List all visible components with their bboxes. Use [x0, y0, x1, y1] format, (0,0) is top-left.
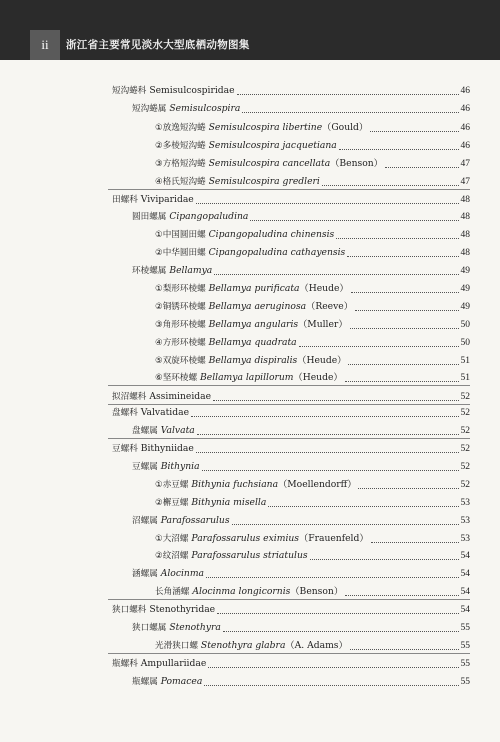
- toc-entry-name: [155, 140, 337, 152]
- dot-leader: [355, 310, 459, 311]
- page-number: ii: [41, 37, 49, 52]
- dot-leader: [339, 149, 459, 150]
- entry-latin-name: Bithynia fuchsiana: [191, 479, 279, 490]
- toc-entry[interactable]: [112, 191, 470, 206]
- entry-page-number: 46: [460, 141, 470, 151]
- section-divider: [108, 438, 470, 439]
- entry-page-number: 53: [460, 516, 470, 526]
- entry-chinese-name: 短沟蜷属: [132, 104, 167, 114]
- dot-leader: [213, 400, 458, 401]
- entry-authority: （Benson）: [330, 158, 383, 169]
- dot-leader: [299, 346, 459, 347]
- entry-page-number: 54: [460, 605, 470, 615]
- entry-chinese-name: ④格氏短沟蜷: [155, 177, 206, 187]
- toc-entry-name: [112, 85, 235, 97]
- toc-entry[interactable]: [132, 673, 470, 688]
- entry-latin-name: Cipangopaludina: [169, 211, 249, 222]
- entry-latin-name: Semisulcospira gredleri: [208, 176, 320, 187]
- entry-page-number: 52: [460, 462, 470, 472]
- dot-leader: [385, 167, 459, 168]
- toc-entry[interactable]: [112, 82, 470, 97]
- dot-leader: [237, 94, 459, 95]
- toc-entry-name: [132, 622, 221, 634]
- toc-entry[interactable]: [132, 512, 470, 527]
- entry-chinese-name: ⑥坚环棱螺: [155, 373, 198, 383]
- toc-entry[interactable]: [155, 173, 470, 188]
- dot-leader: [217, 613, 458, 614]
- entry-page-number: 54: [460, 587, 470, 597]
- entry-authority: （Reeve）: [306, 301, 353, 312]
- entry-latin-name: Bellamya purificata: [208, 283, 300, 294]
- toc-entry[interactable]: [155, 369, 470, 384]
- section-divider: [108, 653, 470, 654]
- toc-entry-name: [155, 319, 348, 331]
- dot-leader: [214, 274, 458, 275]
- entry-chinese-name: 沼螺属: [132, 516, 158, 526]
- entry-latin-name: Parafossarulus eximius: [191, 533, 300, 544]
- toc-entry[interactable]: [132, 619, 470, 634]
- entry-page-number: 48: [460, 230, 470, 240]
- entry-latin-name: Semisulcospira: [169, 103, 241, 114]
- entry-chinese-name: 拟沼螺科: [112, 392, 147, 402]
- toc-entry-name: [155, 283, 349, 295]
- toc-entry[interactable]: [132, 458, 470, 473]
- toc-entry[interactable]: [112, 440, 470, 455]
- dot-leader: [310, 559, 459, 560]
- toc-entry-name: [112, 407, 189, 419]
- entry-latin-name: Bellamya angularis: [208, 319, 299, 330]
- toc-entry-name: [155, 301, 353, 313]
- entry-latin-name: Valvata: [160, 425, 195, 436]
- entry-latin-name: Parafossarulus striatulus: [191, 550, 308, 561]
- entry-page-number: 54: [460, 551, 470, 561]
- section-divider: [108, 189, 470, 190]
- toc-entry-name: [112, 391, 211, 403]
- section-divider: [108, 599, 470, 600]
- entry-page-number: 55: [460, 623, 470, 633]
- dot-leader: [371, 542, 459, 543]
- entry-page-number: 53: [460, 498, 470, 508]
- toc-entry[interactable]: [155, 547, 470, 562]
- toc-entry[interactable]: [155, 244, 470, 259]
- toc-entry-name: [132, 265, 212, 277]
- entry-family-latin: Semisulcospiridae: [149, 85, 235, 96]
- entry-chinese-name: ①放逸短沟蜷: [155, 123, 206, 133]
- toc-entry[interactable]: [155, 637, 470, 652]
- entry-chinese-name: ①大沼螺: [155, 534, 189, 544]
- entry-chinese-name: 瓶螺属: [132, 677, 158, 687]
- toc-entry-name: [155, 158, 383, 170]
- entry-chinese-name: 田螺科: [112, 195, 138, 205]
- entry-authority: （Muller）: [298, 319, 348, 330]
- entry-latin-name: Semisulcospira cancellata: [208, 158, 331, 169]
- entry-page-number: 55: [460, 659, 470, 669]
- dot-leader: [202, 470, 459, 471]
- toc-entry-name: [155, 355, 346, 367]
- entry-family-latin: Bithyniidae: [140, 443, 194, 454]
- toc-entry-name: [155, 497, 266, 509]
- dot-leader: [358, 488, 458, 489]
- toc-entry[interactable]: [155, 298, 470, 313]
- entry-chinese-name: ①梨形环棱螺: [155, 284, 206, 294]
- toc-entry[interactable]: [155, 316, 470, 331]
- entry-chinese-name: ③方格短沟蜷: [155, 159, 206, 169]
- entry-family-latin: Viviparidae: [140, 194, 194, 205]
- toc-entry[interactable]: [155, 583, 470, 598]
- toc-entry-name: [155, 122, 368, 134]
- page-number-tab: [30, 30, 60, 60]
- dot-leader: [208, 667, 458, 668]
- entry-latin-name: Alocinma: [160, 568, 205, 579]
- entry-latin-name: Bellamya lapillorum: [200, 372, 294, 383]
- toc-entry-name: [112, 443, 194, 455]
- entry-latin-name: Cipangopaludina cathayensis: [208, 247, 346, 258]
- entry-latin-name: Semisulcospira libertine: [208, 122, 323, 133]
- entry-page-number: 54: [460, 569, 470, 579]
- entry-page-number: 52: [460, 392, 470, 402]
- toc-entry[interactable]: [155, 280, 470, 295]
- toc-entry-name: [132, 515, 230, 527]
- toc-entry-name: [132, 425, 195, 437]
- entry-chinese-name: ②铜锈环棱螺: [155, 302, 206, 312]
- toc-entry[interactable]: [155, 137, 470, 152]
- entry-chinese-name: ②纹沼螺: [155, 551, 189, 561]
- toc-entry[interactable]: [155, 476, 470, 491]
- entry-authority: （Heude）: [293, 372, 343, 383]
- toc-entry-name: [155, 176, 320, 188]
- entry-page-number: 49: [460, 284, 470, 294]
- entry-authority: （Frauenfeld）: [299, 533, 369, 544]
- entry-latin-name: Parafossarulus: [160, 515, 230, 526]
- entry-chinese-name: ⑤双旋环棱螺: [155, 356, 206, 366]
- toc-entry[interactable]: [155, 530, 470, 545]
- entry-page-number: 48: [460, 212, 470, 222]
- entry-latin-name: Bellamya: [169, 265, 213, 276]
- entry-page-number: 49: [460, 266, 470, 276]
- toc-entry[interactable]: [112, 404, 470, 419]
- entry-page-number: 55: [460, 677, 470, 687]
- dot-leader: [242, 112, 458, 113]
- toc-entry[interactable]: [132, 565, 470, 580]
- toc-entry-name: [155, 586, 343, 598]
- dot-leader: [223, 631, 459, 632]
- entry-page-number: 46: [460, 104, 470, 114]
- toc-entry-name: [132, 676, 202, 688]
- entry-chinese-name: 瓶螺科: [112, 659, 138, 669]
- entry-latin-name: Cipangopaludina chinensis: [208, 229, 335, 240]
- toc-entry-name: [155, 247, 345, 259]
- toc-entry-name: [132, 568, 204, 580]
- toc-entry-name: [155, 479, 356, 491]
- toc-entry[interactable]: [132, 100, 470, 115]
- toc-entry-name: [132, 103, 240, 115]
- entry-page-number: 52: [460, 408, 470, 418]
- entry-latin-name: Bellamya dispiralis: [208, 355, 298, 366]
- entry-chinese-name: 盘螺属: [132, 426, 158, 436]
- entry-page-number: 50: [460, 338, 470, 348]
- entry-chinese-name: ②多棱短沟蜷: [155, 141, 206, 151]
- toc-entry[interactable]: [155, 119, 470, 134]
- toc-entry[interactable]: [112, 655, 470, 670]
- dot-leader: [232, 524, 459, 525]
- entry-page-number: 55: [460, 641, 470, 651]
- section-divider: [108, 385, 470, 386]
- toc-entry[interactable]: [112, 601, 470, 616]
- toc-entry-name: [155, 533, 369, 545]
- dot-leader: [206, 577, 458, 578]
- dot-leader: [322, 185, 459, 186]
- entry-page-number: 48: [460, 195, 470, 205]
- toc-entry[interactable]: [155, 494, 470, 509]
- dot-leader: [350, 649, 459, 650]
- entry-authority: （Benson）: [290, 586, 344, 597]
- toc-entry-name: [112, 658, 206, 670]
- entry-page-number: 53: [460, 534, 470, 544]
- entry-chinese-name: 长角涵螺: [155, 587, 190, 597]
- entry-page-number: 47: [460, 159, 470, 169]
- book-title: 浙江省主要常见淡水大型底栖动物图集: [66, 39, 250, 51]
- toc-entry[interactable]: [155, 226, 470, 241]
- entry-page-number: 51: [460, 356, 470, 366]
- toc-entry-name: [155, 550, 308, 562]
- toc-entry-name: [132, 211, 248, 223]
- entry-chinese-name: 豆螺科: [112, 444, 138, 454]
- dot-leader: [196, 452, 459, 453]
- entry-latin-name: Stenothyra glabra: [200, 640, 286, 651]
- entry-chinese-name: ④方形环棱螺: [155, 338, 206, 348]
- entry-chinese-name: 圆田螺属: [132, 212, 167, 222]
- entry-latin-name: Alocinma longicornis: [192, 586, 291, 597]
- entry-family-latin: Ampullariidae: [140, 658, 207, 669]
- entry-latin-name: Bellamya quadrata: [208, 337, 297, 348]
- entry-page-number: 47: [460, 177, 470, 187]
- entry-page-number: 52: [460, 480, 470, 490]
- dot-leader: [191, 416, 458, 417]
- dot-leader: [250, 220, 458, 221]
- dot-leader: [268, 506, 458, 507]
- dot-leader: [345, 595, 458, 596]
- entry-family-latin: Assimineidae: [149, 391, 212, 402]
- toc-entry-name: [155, 372, 343, 384]
- entry-latin-name: Semisulcospira jacquetiana: [208, 140, 337, 151]
- dot-leader: [345, 381, 459, 382]
- entry-latin-name: Bithynia misella: [191, 497, 267, 508]
- entry-chinese-name: 盘螺科: [112, 408, 138, 418]
- toc-entry[interactable]: [132, 422, 470, 437]
- toc-entry-name: [112, 604, 215, 616]
- entry-family-latin: Stenothyridae: [149, 604, 216, 615]
- entry-family-latin: Valvatidae: [140, 407, 190, 418]
- entry-chinese-name: ②中华圆田螺: [155, 248, 206, 258]
- dot-leader: [197, 434, 459, 435]
- dot-leader: [351, 292, 459, 293]
- entry-chinese-name: ①中国圆田螺: [155, 230, 206, 240]
- entry-latin-name: Bithynia: [160, 461, 200, 472]
- toc-entry[interactable]: [132, 262, 470, 277]
- dot-leader: [350, 328, 459, 329]
- toc-entry-name: [132, 461, 200, 473]
- entry-authority: （Moellendorff）: [278, 479, 357, 490]
- toc-entry-name: [155, 640, 348, 652]
- entry-page-number: 49: [460, 302, 470, 312]
- entry-chinese-name: 涵螺属: [132, 569, 158, 579]
- entry-latin-name: Bellamya aeruginosa: [208, 301, 307, 312]
- entry-latin-name: Pomacea: [160, 676, 203, 687]
- entry-authority: （Heude）: [299, 283, 349, 294]
- entry-chinese-name: ②檞豆螺: [155, 498, 189, 508]
- entry-page-number: 48: [460, 248, 470, 258]
- dot-leader: [204, 685, 458, 686]
- entry-chinese-name: 狭口螺科: [112, 605, 147, 615]
- toc-entry-name: [155, 337, 297, 349]
- toc-entry[interactable]: [155, 334, 470, 349]
- entry-page-number: 52: [460, 426, 470, 436]
- toc-entry[interactable]: [155, 155, 470, 170]
- toc-entry[interactable]: [132, 208, 470, 223]
- dot-leader: [348, 364, 458, 365]
- toc-entry[interactable]: [112, 388, 470, 403]
- toc-entry-name: [112, 194, 194, 206]
- dot-leader: [347, 256, 458, 257]
- entry-page-number: 52: [460, 444, 470, 454]
- dot-leader: [196, 203, 459, 204]
- entry-page-number: 50: [460, 320, 470, 330]
- toc-entry-name: [155, 229, 334, 241]
- entry-authority: （Heude）: [297, 355, 347, 366]
- entry-chinese-name: ③角形环棱螺: [155, 320, 206, 330]
- entry-authority: （A. Adams）: [285, 640, 348, 651]
- dot-leader: [370, 131, 458, 132]
- entry-chinese-name: 环棱螺属: [132, 266, 167, 276]
- entry-chinese-name: 狭口螺属: [132, 623, 167, 633]
- entry-chinese-name: 豆螺属: [132, 462, 158, 472]
- entry-chinese-name: 光滑狭口螺: [155, 641, 198, 651]
- toc-entry[interactable]: [155, 352, 470, 367]
- entry-authority: （Gould）: [322, 122, 369, 133]
- entry-chinese-name: 短沟蜷科: [112, 86, 147, 96]
- entry-page-number: 51: [460, 373, 470, 383]
- entry-page-number: 46: [460, 86, 470, 96]
- entry-chinese-name: ①赤豆螺: [155, 480, 189, 490]
- entry-page-number: 46: [460, 123, 470, 133]
- entry-latin-name: Stenothyra: [169, 622, 221, 633]
- dot-leader: [336, 238, 458, 239]
